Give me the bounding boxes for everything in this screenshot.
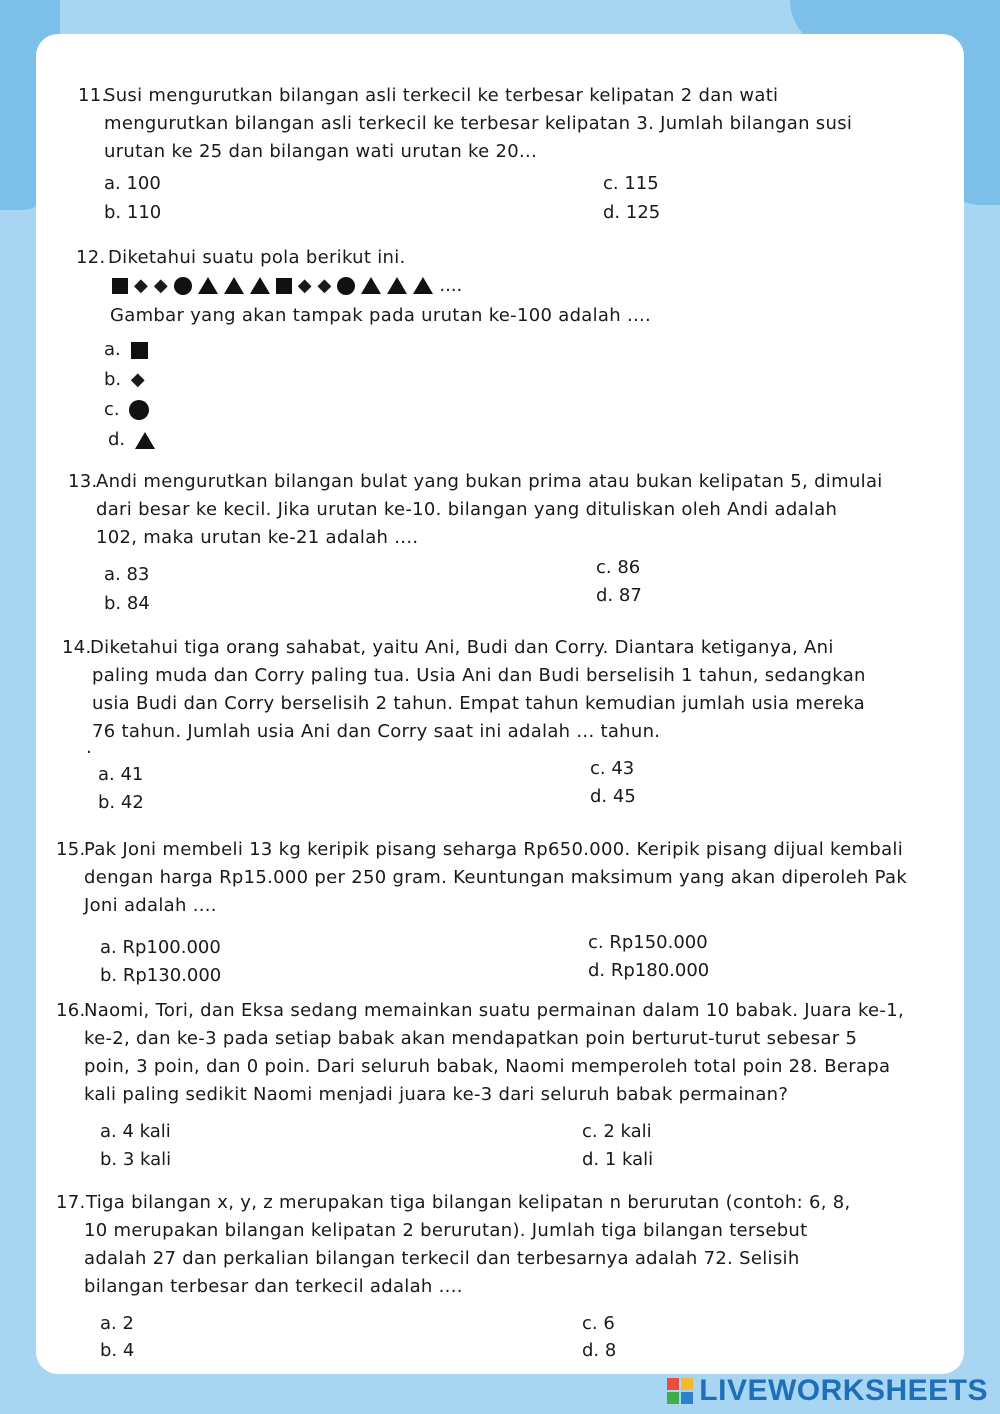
- option-c[interactable]: c. 2 kali: [582, 1121, 652, 1142]
- question-text-line: Diketahui tiga orang sahabat, yaitu Ani, Budi dan Corry. Diantara ketiganya, Ani: [90, 637, 834, 658]
- question-text-line: 102, maka urutan ke-21 adalah ....: [96, 527, 419, 548]
- question-text-line: ke-2, dan ke-3 pada setiap babak akan mendapatkan poin berturut-turut sebesar 5: [84, 1028, 858, 1049]
- diamond-icon: ◆: [297, 274, 312, 296]
- option-a[interactable]: a. Rp100.000: [100, 937, 221, 958]
- question-number: 15.: [56, 839, 86, 860]
- triangle-icon: [224, 277, 244, 294]
- circle-icon: [174, 277, 192, 295]
- option-c[interactable]: c. Rp150.000: [588, 932, 708, 953]
- circle-icon: [129, 400, 149, 420]
- option-d[interactable]: d. 1 kali: [582, 1149, 654, 1170]
- worksheet-page: [36, 34, 964, 1374]
- question-text-line: Susi mengurutkan bilangan asli terkecil ke terbesar kelipatan 2 dan wati: [104, 85, 779, 106]
- question-text-line: bilangan terbesar dan terkecil adalah ....: [84, 1276, 463, 1297]
- question-number: 16.: [56, 1000, 86, 1021]
- triangle-icon: [135, 432, 155, 449]
- question-text-line: Tiga bilangan x, y, z merupakan tiga bilangan kelipatan n berurutan (contoh: 6, 8,: [86, 1192, 851, 1213]
- option-c[interactable]: c. 86: [596, 557, 641, 578]
- option-d[interactable]: d. 8: [582, 1340, 617, 1361]
- option-a[interactable]: [104, 337, 148, 363]
- circle-icon: [337, 277, 355, 295]
- logo-text: LIVEWORKSHEETS: [699, 1374, 988, 1407]
- option-c[interactable]: c. 6: [582, 1313, 615, 1334]
- option-c[interactable]: [104, 397, 149, 423]
- option-b[interactable]: b. Rp130.000: [100, 965, 222, 986]
- option-d[interactable]: d. 45: [590, 786, 636, 807]
- triangle-icon: [413, 277, 433, 294]
- shape-pattern: [112, 275, 462, 296]
- question-text-line: Pak Joni membeli 13 kg keripik pisang seharga Rp650.000. Keripik pisang dijual kembali: [84, 839, 904, 860]
- question-text-line: poin, 3 poin, dan 0 poin. Dari seluruh babak, Naomi memperoleh total poin 28. Berapa: [84, 1056, 891, 1077]
- square-icon: [112, 278, 128, 294]
- triangle-icon: [361, 277, 381, 294]
- option-a[interactable]: a. 2: [100, 1313, 134, 1334]
- option-label: b.: [104, 369, 122, 390]
- diamond-icon: ◆: [134, 274, 148, 296]
- question-text-line: usia Budi dan Corry berselisih 2 tahun. Empat tahun kemudian jumlah usia mereka: [92, 693, 865, 714]
- option-d[interactable]: d. Rp180.000: [588, 960, 710, 981]
- question-text-line: paling muda dan Corry paling tua. Usia Ani dan Budi berselisih 1 tahun, sedangkan: [92, 665, 866, 686]
- pattern-ellipsis: ....: [439, 275, 463, 296]
- option-b[interactable]: b. 4: [100, 1340, 135, 1361]
- triangle-icon: [250, 277, 270, 294]
- question-text-line: kali paling sedikit Naomi menjadi juara ke-3 dari seluruh babak permainan?: [84, 1084, 789, 1105]
- question-text-line: 10 merupakan bilangan kelipatan 2 berurutan). Jumlah tiga bilangan tersebut: [84, 1220, 808, 1241]
- square-icon: [276, 278, 292, 294]
- question-number: 13.: [68, 471, 98, 492]
- question-text-line: Andi mengurutkan bilangan bulat yang bukan prima atau bukan kelipatan 5, dimulai: [96, 471, 883, 492]
- logo-mark-icon: [667, 1378, 693, 1404]
- diamond-icon: ◆: [153, 274, 168, 296]
- option-d[interactable]: d. 125: [603, 202, 661, 223]
- option-b[interactable]: [104, 367, 145, 393]
- option-d[interactable]: [108, 427, 155, 453]
- triangle-icon: [387, 277, 407, 294]
- question-text-line: Gambar yang akan tampak pada urutan ke-100 adalah ....: [110, 305, 652, 326]
- question-text-line: Joni adalah ....: [84, 895, 217, 916]
- option-b[interactable]: b. 3 kali: [100, 1149, 172, 1170]
- question-text-line: urutan ke 25 dan bilangan wati urutan ke 20...: [104, 141, 538, 162]
- option-label: c.: [104, 399, 120, 420]
- question-number: 14.: [62, 637, 92, 658]
- option-a[interactable]: a. 4 kali: [100, 1121, 171, 1142]
- option-a[interactable]: a. 100: [104, 173, 161, 194]
- question-text-line: Diketahui suatu pola berikut ini.: [108, 247, 406, 268]
- diamond-icon: ◆: [317, 274, 332, 296]
- question-number: 11.: [78, 85, 108, 106]
- question-text-line: 76 tahun. Jumlah usia Ani dan Corry saat ini adalah ... tahun.: [92, 721, 661, 742]
- option-b[interactable]: b. 84: [104, 593, 150, 614]
- option-d[interactable]: d. 87: [596, 585, 642, 606]
- question-text-line: Naomi, Tori, dan Eksa sedang memainkan suatu permainan dalam 10 babak. Juara ke-1,: [84, 1000, 905, 1021]
- question-number: 17.: [56, 1192, 86, 1213]
- option-label: a.: [104, 339, 121, 360]
- question-number: 12.: [76, 247, 106, 268]
- option-a[interactable]: a. 83: [104, 564, 150, 585]
- question-text-line: mengurutkan bilangan asli terkecil ke terbesar kelipatan 3. Jumlah bilangan susi: [104, 113, 853, 134]
- square-icon: [131, 342, 148, 359]
- option-c[interactable]: c. 43: [590, 758, 635, 779]
- question-text-line: dari besar ke kecil. Jika urutan ke-10. bilangan yang dituliskan oleh Andi adalah: [96, 499, 838, 520]
- diamond-icon: ◆: [130, 369, 145, 390]
- option-label: d.: [108, 429, 126, 450]
- option-c[interactable]: c. 115: [603, 173, 659, 194]
- option-b[interactable]: b. 110: [104, 202, 162, 223]
- stray-mark: .: [86, 737, 93, 758]
- question-text-line: adalah 27 dan perkalian bilangan terkecil dan terbesarnya adalah 72. Selisih: [84, 1248, 800, 1269]
- option-a[interactable]: a. 41: [98, 764, 144, 785]
- liveworksheets-logo[interactable]: [667, 1374, 988, 1408]
- triangle-icon: [198, 277, 218, 294]
- option-b[interactable]: b. 42: [98, 792, 144, 813]
- question-text-line: dengan harga Rp15.000 per 250 gram. Keuntungan maksimum yang akan diperoleh Pak: [84, 867, 908, 888]
